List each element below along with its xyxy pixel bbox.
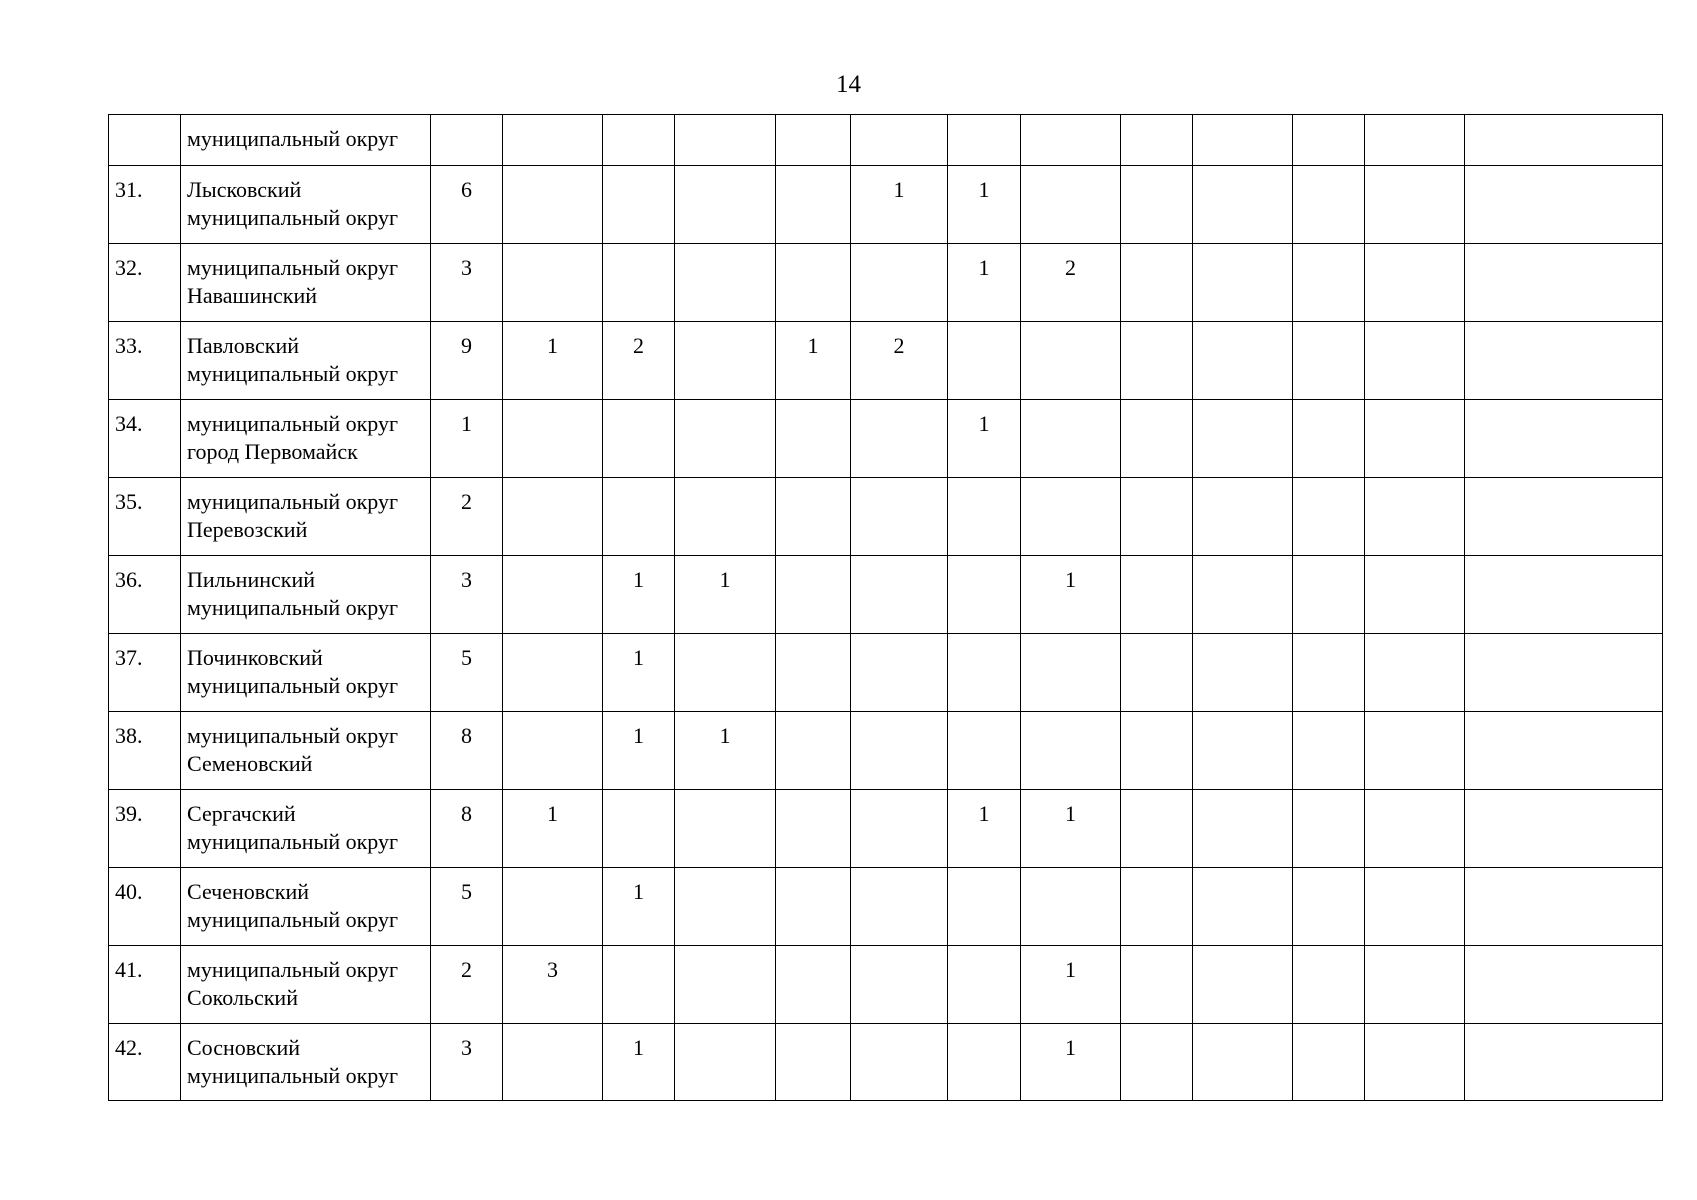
value-cell: 1 xyxy=(603,868,675,946)
district-name: Павловский муниципальный округ xyxy=(181,322,431,400)
value-cell xyxy=(948,712,1021,790)
value-cell xyxy=(776,790,851,868)
table-row xyxy=(109,790,1663,868)
value-cell xyxy=(851,712,948,790)
value-cell xyxy=(851,868,948,946)
value-cell xyxy=(1365,400,1465,478)
district-name: Лысковский муниципальный округ xyxy=(181,166,431,244)
value-cell xyxy=(948,868,1021,946)
value-cell xyxy=(1465,166,1663,244)
value-cell: 1 xyxy=(603,712,675,790)
district-name: муниципальный округ Перевозский xyxy=(181,478,431,556)
value-cell xyxy=(1365,478,1465,556)
value-cell xyxy=(1293,868,1365,946)
value-cell xyxy=(1021,478,1121,556)
value-cell: 2 xyxy=(603,322,675,400)
value-cell xyxy=(1121,868,1193,946)
value-cell xyxy=(776,115,851,166)
value-cell: 1 xyxy=(603,556,675,634)
value-cell xyxy=(776,478,851,556)
value-cell xyxy=(1465,790,1663,868)
value-cell: 1 xyxy=(948,400,1021,478)
district-name: Сосновский муниципальный округ xyxy=(181,1024,431,1101)
value-cell: 9 xyxy=(431,322,503,400)
value-cell xyxy=(1293,400,1365,478)
value-cell xyxy=(1293,244,1365,322)
value-cell xyxy=(1465,946,1663,1024)
value-cell xyxy=(1193,634,1293,712)
value-cell: 3 xyxy=(431,556,503,634)
value-cell xyxy=(675,244,776,322)
value-cell xyxy=(776,400,851,478)
table-row xyxy=(109,946,1663,1024)
value-cell xyxy=(1021,634,1121,712)
value-cell xyxy=(1465,1024,1663,1101)
value-cell xyxy=(1193,790,1293,868)
table-row xyxy=(109,244,1663,322)
value-cell xyxy=(503,400,603,478)
value-cell: 2 xyxy=(431,946,503,1024)
value-cell xyxy=(1465,400,1663,478)
district-name: муниципальный округ Семеновский xyxy=(181,712,431,790)
value-cell xyxy=(1193,400,1293,478)
value-cell xyxy=(675,400,776,478)
value-cell xyxy=(1293,115,1365,166)
value-cell xyxy=(1121,556,1193,634)
table-row xyxy=(109,400,1663,478)
row-index: 36. xyxy=(109,556,181,634)
value-cell xyxy=(603,166,675,244)
value-cell xyxy=(776,712,851,790)
value-cell xyxy=(1365,946,1465,1024)
value-cell xyxy=(1021,712,1121,790)
table-row xyxy=(109,115,1663,166)
row-index: 41. xyxy=(109,946,181,1024)
value-cell xyxy=(948,556,1021,634)
table-row xyxy=(109,478,1663,556)
value-cell xyxy=(503,556,603,634)
value-cell xyxy=(1193,244,1293,322)
value-cell xyxy=(1293,478,1365,556)
row-index: 37. xyxy=(109,634,181,712)
value-cell xyxy=(776,556,851,634)
value-cell xyxy=(1121,1024,1193,1101)
value-cell xyxy=(948,478,1021,556)
value-cell xyxy=(851,115,948,166)
value-cell: 5 xyxy=(431,868,503,946)
value-cell: 1 xyxy=(851,166,948,244)
value-cell xyxy=(1193,868,1293,946)
value-cell xyxy=(1121,790,1193,868)
value-cell: 3 xyxy=(431,244,503,322)
value-cell xyxy=(1293,322,1365,400)
value-cell xyxy=(776,634,851,712)
value-cell xyxy=(503,868,603,946)
value-cell: 1 xyxy=(503,790,603,868)
value-cell xyxy=(603,244,675,322)
value-cell xyxy=(1193,115,1293,166)
value-cell: 1 xyxy=(503,322,603,400)
value-cell xyxy=(1121,400,1193,478)
value-cell xyxy=(1021,400,1121,478)
district-name: муниципальный округ Сокольский xyxy=(181,946,431,1024)
value-cell: 6 xyxy=(431,166,503,244)
value-cell xyxy=(1465,712,1663,790)
value-cell xyxy=(851,634,948,712)
district-name: Пильнинский муниципальный округ xyxy=(181,556,431,634)
value-cell xyxy=(675,115,776,166)
value-cell xyxy=(851,244,948,322)
value-cell xyxy=(776,946,851,1024)
value-cell xyxy=(1293,790,1365,868)
value-cell xyxy=(851,946,948,1024)
value-cell xyxy=(1365,868,1465,946)
value-cell xyxy=(1121,478,1193,556)
value-cell xyxy=(1121,244,1193,322)
value-cell xyxy=(603,478,675,556)
value-cell xyxy=(503,712,603,790)
value-cell: 1 xyxy=(776,322,851,400)
value-cell xyxy=(431,115,503,166)
value-cell xyxy=(776,1024,851,1101)
row-index: 42. xyxy=(109,1024,181,1101)
value-cell: 1 xyxy=(603,634,675,712)
row-index: 40. xyxy=(109,868,181,946)
value-cell: 1 xyxy=(948,244,1021,322)
value-cell xyxy=(851,400,948,478)
district-name: муниципальный округ xyxy=(181,115,431,166)
table-row xyxy=(109,868,1663,946)
district-name: муниципальный округ Навашинский xyxy=(181,244,431,322)
row-index: 31. xyxy=(109,166,181,244)
value-cell xyxy=(1465,868,1663,946)
value-cell xyxy=(603,946,675,1024)
row-index: 35. xyxy=(109,478,181,556)
value-cell xyxy=(503,115,603,166)
row-index: 33. xyxy=(109,322,181,400)
data-table xyxy=(108,114,1663,1101)
value-cell xyxy=(948,634,1021,712)
value-cell xyxy=(1465,478,1663,556)
value-cell xyxy=(1293,946,1365,1024)
value-cell xyxy=(503,244,603,322)
value-cell: 1 xyxy=(1021,790,1121,868)
value-cell xyxy=(1365,244,1465,322)
table-row xyxy=(109,1024,1663,1101)
value-cell: 8 xyxy=(431,790,503,868)
value-cell xyxy=(1465,556,1663,634)
value-cell xyxy=(675,322,776,400)
value-cell xyxy=(1465,634,1663,712)
value-cell xyxy=(851,1024,948,1101)
value-cell xyxy=(675,1024,776,1101)
value-cell xyxy=(1365,1024,1465,1101)
value-cell: 1 xyxy=(948,790,1021,868)
value-cell xyxy=(776,166,851,244)
value-cell xyxy=(1293,634,1365,712)
value-cell xyxy=(1121,712,1193,790)
value-cell xyxy=(1193,478,1293,556)
value-cell xyxy=(1121,166,1193,244)
value-cell xyxy=(503,478,603,556)
value-cell xyxy=(675,868,776,946)
value-cell xyxy=(1365,790,1465,868)
value-cell xyxy=(675,166,776,244)
value-cell xyxy=(603,790,675,868)
row-index xyxy=(109,115,181,166)
value-cell xyxy=(1465,115,1663,166)
value-cell xyxy=(503,1024,603,1101)
page-number: 14 xyxy=(836,71,861,98)
value-cell: 1 xyxy=(948,166,1021,244)
value-cell xyxy=(851,478,948,556)
value-cell xyxy=(948,322,1021,400)
value-cell xyxy=(1193,322,1293,400)
value-cell xyxy=(1193,556,1293,634)
value-cell xyxy=(675,634,776,712)
table-row xyxy=(109,166,1663,244)
value-cell xyxy=(675,946,776,1024)
table-row xyxy=(109,556,1663,634)
value-cell: 1 xyxy=(1021,1024,1121,1101)
value-cell xyxy=(1365,712,1465,790)
district-name: Починковский муниципальный округ xyxy=(181,634,431,712)
value-cell xyxy=(1121,634,1193,712)
row-index: 39. xyxy=(109,790,181,868)
value-cell xyxy=(503,166,603,244)
value-cell xyxy=(1293,712,1365,790)
value-cell xyxy=(1365,166,1465,244)
table-row xyxy=(109,634,1663,712)
value-cell xyxy=(1293,1024,1365,1101)
district-name: Сергачский муниципальный округ xyxy=(181,790,431,868)
value-cell: 3 xyxy=(503,946,603,1024)
value-cell xyxy=(1021,868,1121,946)
value-cell: 1 xyxy=(603,1024,675,1101)
row-index: 32. xyxy=(109,244,181,322)
value-cell: 8 xyxy=(431,712,503,790)
value-cell xyxy=(1193,1024,1293,1101)
value-cell xyxy=(1365,556,1465,634)
value-cell xyxy=(1021,322,1121,400)
value-cell xyxy=(851,790,948,868)
district-name: Сеченовский муниципальный округ xyxy=(181,868,431,946)
value-cell xyxy=(776,868,851,946)
value-cell xyxy=(1293,166,1365,244)
value-cell xyxy=(1021,115,1121,166)
value-cell xyxy=(948,1024,1021,1101)
row-index: 34. xyxy=(109,400,181,478)
value-cell: 2 xyxy=(1021,244,1121,322)
value-cell xyxy=(675,790,776,868)
value-cell: 1 xyxy=(675,556,776,634)
value-cell: 5 xyxy=(431,634,503,712)
value-cell xyxy=(603,115,675,166)
value-cell: 2 xyxy=(851,322,948,400)
value-cell xyxy=(1465,244,1663,322)
value-cell xyxy=(503,634,603,712)
table-body xyxy=(109,115,1663,1101)
value-cell xyxy=(1193,946,1293,1024)
value-cell xyxy=(1293,556,1365,634)
value-cell: 3 xyxy=(431,1024,503,1101)
value-cell xyxy=(948,115,1021,166)
value-cell xyxy=(1365,115,1465,166)
value-cell xyxy=(1193,712,1293,790)
table-row xyxy=(109,712,1663,790)
value-cell xyxy=(851,556,948,634)
value-cell: 1 xyxy=(1021,946,1121,1024)
value-cell xyxy=(1121,322,1193,400)
value-cell xyxy=(776,244,851,322)
value-cell xyxy=(1121,115,1193,166)
value-cell xyxy=(603,400,675,478)
value-cell: 2 xyxy=(431,478,503,556)
value-cell xyxy=(1193,166,1293,244)
value-cell xyxy=(1121,946,1193,1024)
district-name: муниципальный округ город Первомайск xyxy=(181,400,431,478)
value-cell: 1 xyxy=(675,712,776,790)
value-cell: 1 xyxy=(1021,556,1121,634)
row-index: 38. xyxy=(109,712,181,790)
value-cell xyxy=(948,946,1021,1024)
value-cell: 1 xyxy=(431,400,503,478)
value-cell xyxy=(1365,322,1465,400)
table-row xyxy=(109,322,1663,400)
value-cell xyxy=(1021,166,1121,244)
value-cell xyxy=(1465,322,1663,400)
value-cell xyxy=(675,478,776,556)
value-cell xyxy=(1365,634,1465,712)
